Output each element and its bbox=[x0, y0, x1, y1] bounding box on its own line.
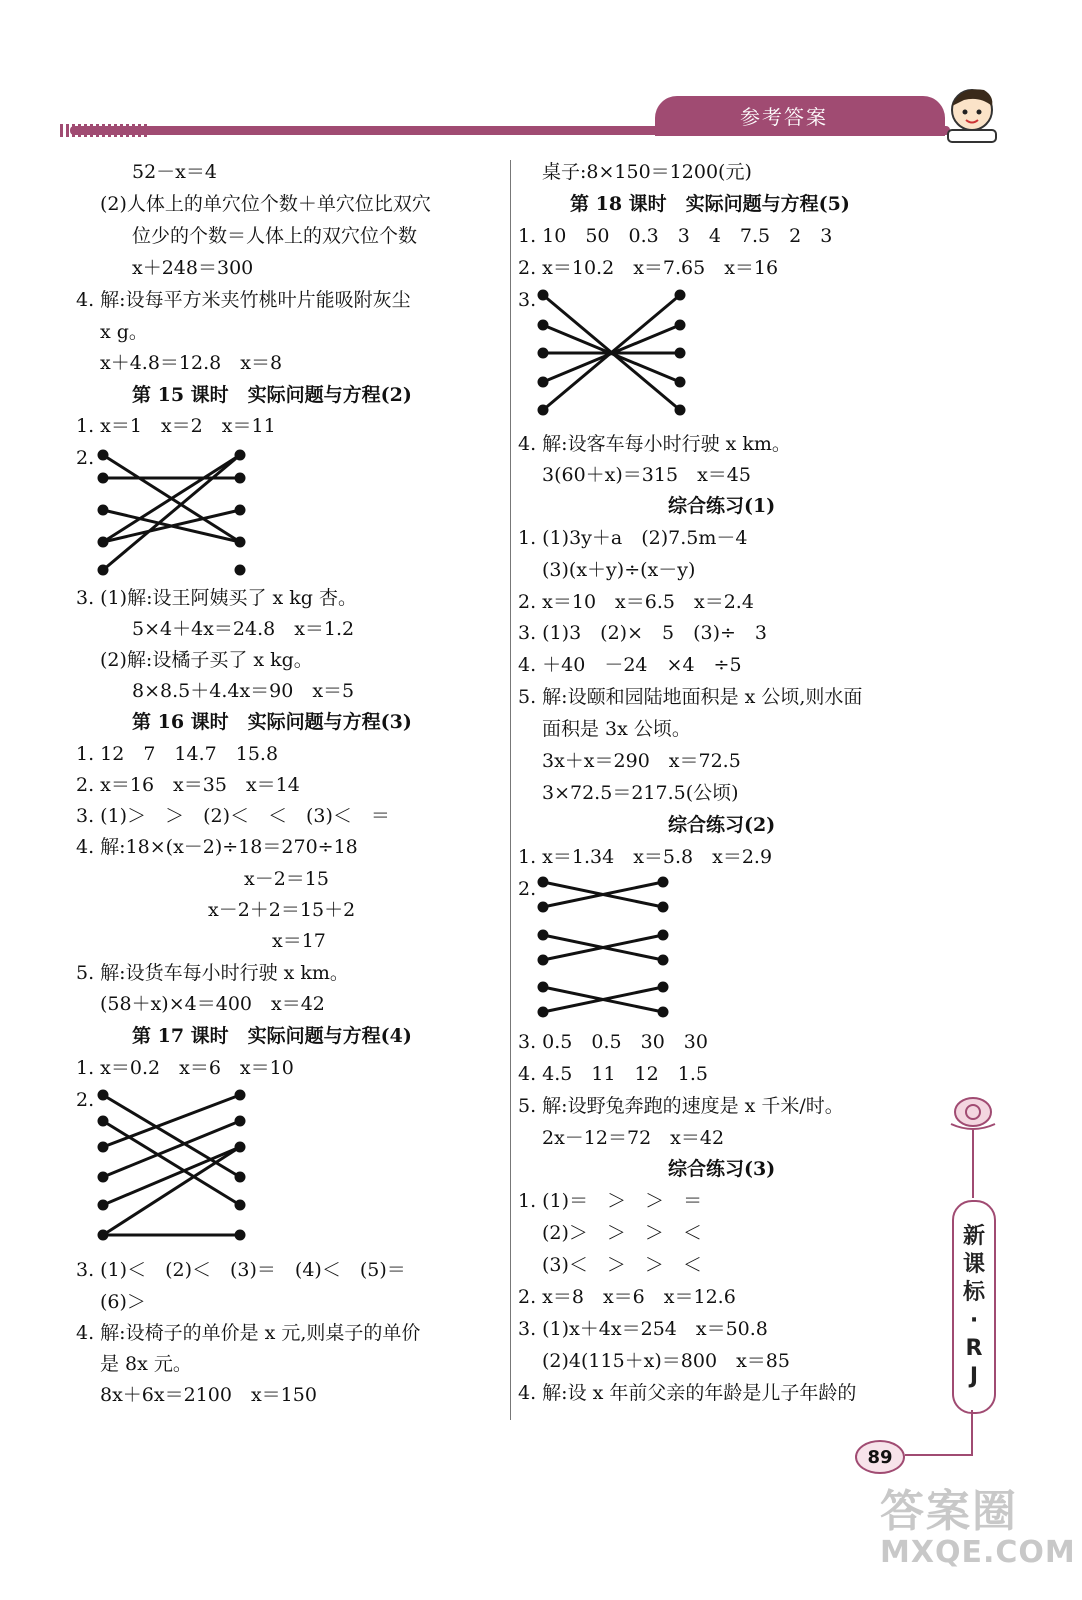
snail-icon bbox=[945, 1090, 1005, 1200]
answer-line: 1. (1)3y＋a (2)7.5m－4 bbox=[518, 527, 748, 549]
answer-line: 2x－12＝72 x＝42 bbox=[542, 1127, 725, 1149]
edition-char: 课 bbox=[962, 1252, 985, 1277]
answer-line: (6)＞ bbox=[100, 1291, 146, 1313]
edition-char: J bbox=[969, 1364, 979, 1389]
answer-line: 1. x＝0.2 x＝6 x＝10 bbox=[76, 1057, 294, 1079]
section-heading: 综合练习(1) bbox=[668, 495, 776, 517]
answer-line: 3×72.5＝217.5(公顷) bbox=[542, 782, 739, 804]
answer-line: 桌子:8×150＝1200(元) bbox=[542, 161, 752, 183]
edition-char: 标 bbox=[962, 1280, 985, 1305]
column-divider bbox=[510, 160, 511, 1420]
answer-line: 2. x＝8 x＝6 x＝12.6 bbox=[518, 1286, 736, 1308]
answer-line: 3(60＋x)＝315 x＝45 bbox=[542, 464, 751, 486]
answer-line: x－2＋2＝15＋2 bbox=[208, 899, 356, 921]
watermark bbox=[880, 1486, 1076, 1570]
answer-line: 3. (1)＜ (2)＜ (3)＝ (4)＜ (5)＝ bbox=[76, 1259, 406, 1281]
answer-line: 4. 解:设每平方米夹竹桃叶片能吸附灰尘 bbox=[76, 289, 411, 311]
answer-line: 5. 解:设颐和园陆地面积是 x 公顷,则水面 bbox=[518, 686, 863, 708]
answer-line: 8x＋6x＝2100 x＝150 bbox=[100, 1384, 317, 1406]
answer-line: 3. (1)解:设王阿姨买了 x kg 杏。 bbox=[76, 587, 357, 609]
answer-line: 4. 解:设椅子的单价是 x 元,则桌子的单价 bbox=[76, 1322, 421, 1344]
edition-char: · bbox=[969, 1308, 979, 1333]
answer-line: x＋4.8＝12.8 x＝8 bbox=[100, 352, 283, 374]
answer-line: 2. bbox=[76, 447, 95, 469]
answer-line: 1. x＝1 x＝2 x＝11 bbox=[76, 415, 276, 437]
answer-line: 5×4＋4x＝24.8 x＝1.2 bbox=[132, 618, 355, 640]
answer-line: 2. x＝16 x＝35 x＝14 bbox=[76, 774, 300, 796]
answer-line: 5. 解:设野兔奔跑的速度是 x 千米/时。 bbox=[518, 1095, 844, 1117]
matching-lines-diagram bbox=[95, 1085, 255, 1255]
matching-lines-diagram bbox=[535, 285, 695, 420]
answer-line: 2. bbox=[518, 878, 537, 900]
answer-line: 3. 0.5 0.5 30 30 bbox=[518, 1031, 708, 1053]
edition-char: R bbox=[965, 1336, 983, 1361]
answer-line: 3. bbox=[518, 289, 537, 311]
answer-line: x－2＝15 bbox=[244, 868, 329, 890]
edition-char: 新 bbox=[962, 1224, 985, 1249]
answer-line: (2)人体上的单穴位个数＋单穴位比双穴 bbox=[100, 193, 431, 215]
answer-line: 1. 10 50 0.3 3 4 7.5 2 3 bbox=[518, 225, 833, 247]
answer-line: 52－x＝4 bbox=[132, 161, 217, 183]
answer-line: 4. ＋40 －24 ×4 ÷5 bbox=[518, 654, 742, 676]
answer-line: (58＋x)×4＝400 x＝42 bbox=[100, 993, 325, 1015]
cartoon-kid-icon bbox=[940, 80, 1004, 144]
answer-line: 是 8x 元。 bbox=[100, 1353, 192, 1375]
matching-lines-diagram bbox=[535, 872, 675, 1027]
answer-line: 4. 4.5 11 12 1.5 bbox=[518, 1063, 708, 1085]
page-number-connector bbox=[895, 1410, 975, 1460]
watermark-line2: MXQE.COM bbox=[880, 1535, 1076, 1570]
answer-line: 1. (1)＝ ＞ ＞ ＝ bbox=[518, 1190, 703, 1212]
edition-label bbox=[952, 1200, 996, 1414]
answer-line: 8×8.5＋4.4x＝90 x＝5 bbox=[132, 680, 355, 702]
section-heading: 第 15 课时 实际问题与方程(2) bbox=[132, 384, 412, 406]
section-heading: 第 18 课时 实际问题与方程(5) bbox=[570, 193, 850, 215]
section-heading: 综合练习(3) bbox=[668, 1158, 776, 1180]
answer-line: x＋248＝300 bbox=[132, 257, 254, 279]
answer-line: x g。 bbox=[100, 321, 148, 343]
watermark-line1: 答案圈 bbox=[880, 1486, 1018, 1537]
answer-line: 1. 12 7 14.7 15.8 bbox=[76, 743, 279, 765]
answer-line: (3)(x＋y)÷(x－y) bbox=[542, 559, 696, 581]
section-heading: 第 17 课时 实际问题与方程(4) bbox=[132, 1025, 412, 1047]
header-title: 参考答案 bbox=[740, 105, 828, 129]
answer-line: 5. 解:设货车每小时行驶 x km。 bbox=[76, 962, 349, 984]
answer-line: 4. 解:18×(x－2)÷18＝270÷18 bbox=[76, 836, 358, 858]
answer-line: (2)＞ ＞ ＞ ＜ bbox=[542, 1222, 702, 1244]
answer-line: 3x＋x＝290 x＝72.5 bbox=[542, 750, 741, 772]
answer-line: 4. 解:设客车每小时行驶 x km。 bbox=[518, 433, 791, 455]
answer-line: 面积是 3x 公顷。 bbox=[542, 718, 691, 740]
answer-line: (2)4(115＋x)＝800 x＝85 bbox=[542, 1350, 790, 1372]
answer-line: 3. (1)＞ ＞ (2)＜ ＜ (3)＜ ＝ bbox=[76, 805, 390, 827]
section-heading: 第 16 课时 实际问题与方程(3) bbox=[132, 711, 412, 733]
answer-line: 3. (1)x＋4x＝254 x＝50.8 bbox=[518, 1318, 768, 1340]
answer-line: x＝17 bbox=[272, 930, 326, 952]
answer-line: 2. x＝10 x＝6.5 x＝2.4 bbox=[518, 591, 754, 613]
answer-line: 2. x＝10.2 x＝7.65 x＝16 bbox=[518, 257, 779, 279]
answer-line: (2)解:设橘子买了 x kg。 bbox=[100, 649, 313, 671]
answer-line: 2. bbox=[76, 1089, 95, 1111]
matching-lines-diagram bbox=[95, 445, 255, 580]
answer-line: 4. 解:设 x 年前父亲的年龄是儿子年龄的 bbox=[518, 1382, 857, 1404]
answer-line: (3)＜ ＞ ＞ ＜ bbox=[542, 1254, 702, 1276]
answer-line: 1. x＝1.34 x＝5.8 x＝2.9 bbox=[518, 846, 773, 868]
page-number: 89 bbox=[855, 1440, 905, 1474]
answer-line: 3. (1)3 (2)× 5 (3)÷ 3 bbox=[518, 622, 768, 644]
section-heading: 综合练习(2) bbox=[668, 814, 776, 836]
answer-line: 位少的个数＝人体上的双穴位个数 bbox=[132, 225, 418, 247]
